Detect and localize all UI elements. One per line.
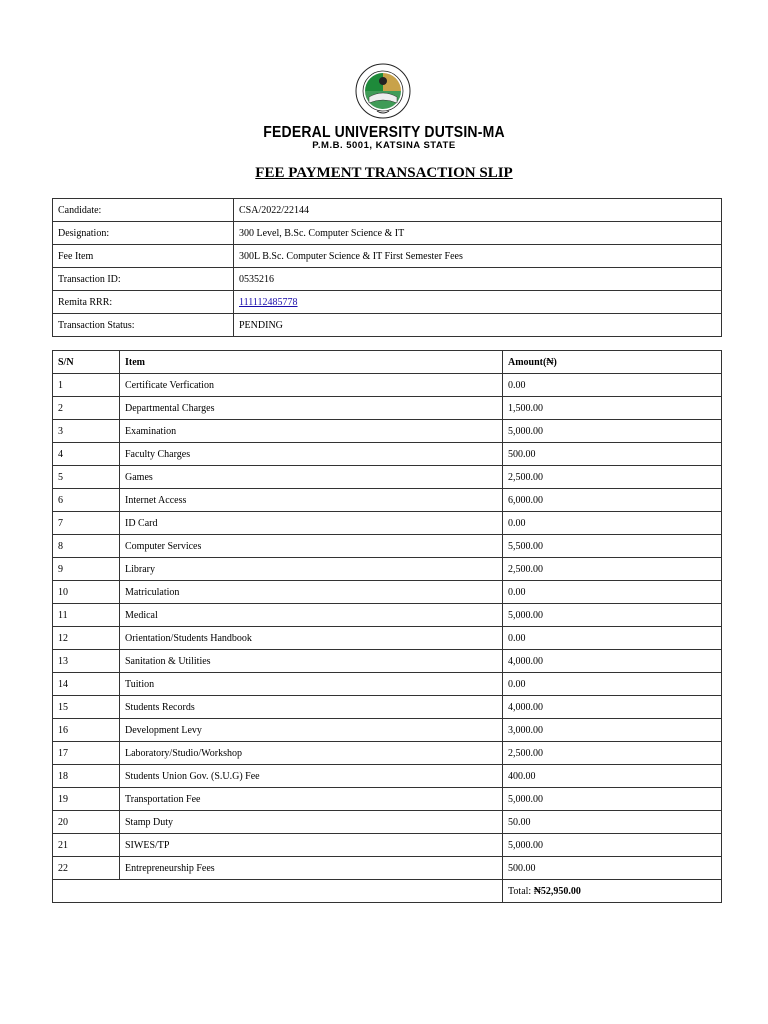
table-row bbox=[53, 650, 722, 673]
fee-sn: 21 bbox=[53, 834, 120, 857]
info-value: 0535216 bbox=[239, 273, 274, 285]
fee-sn: 8 bbox=[53, 535, 120, 558]
info-label: Transaction ID: bbox=[53, 268, 234, 291]
fee-amount: 1,500.00 bbox=[503, 397, 722, 420]
fee-item: Orientation/Students Handbook bbox=[120, 627, 503, 650]
fee-sn: 3 bbox=[53, 420, 120, 443]
remita-rrr-link[interactable]: 111112485778 bbox=[239, 296, 298, 308]
table-row bbox=[53, 742, 722, 765]
total-label: Total: bbox=[508, 885, 532, 897]
table-row bbox=[53, 512, 722, 535]
info-label: Transaction Status: bbox=[53, 314, 234, 337]
fee-sn: 2 bbox=[53, 397, 120, 420]
info-row bbox=[53, 314, 722, 337]
info-value: PENDING bbox=[239, 319, 283, 331]
total-cell bbox=[503, 880, 722, 903]
fee-sn: 16 bbox=[53, 719, 120, 742]
fee-item: Sanitation & Utilities bbox=[120, 650, 503, 673]
fee-sn: 10 bbox=[53, 581, 120, 604]
table-row bbox=[53, 788, 722, 811]
table-row bbox=[53, 673, 722, 696]
fee-amount: 4,000.00 bbox=[503, 696, 722, 719]
fee-amount: 500.00 bbox=[503, 857, 722, 880]
info-row bbox=[53, 268, 722, 291]
fee-item: Examination bbox=[120, 420, 503, 443]
total-row bbox=[53, 880, 722, 903]
fee-item: SIWES/TP bbox=[120, 834, 503, 857]
header-amount: Amount(₦) bbox=[503, 351, 722, 374]
fee-item: Students Records bbox=[120, 696, 503, 719]
total-spacer bbox=[53, 880, 503, 903]
fee-sn: 15 bbox=[53, 696, 120, 719]
table-row bbox=[53, 604, 722, 627]
info-value-cell bbox=[234, 291, 722, 314]
fee-amount: 5,000.00 bbox=[503, 834, 722, 857]
fee-item: Medical bbox=[120, 604, 503, 627]
fee-item: Stamp Duty bbox=[120, 811, 503, 834]
info-row bbox=[53, 291, 722, 314]
fee-sn: 1 bbox=[53, 374, 120, 397]
fee-sn: 6 bbox=[53, 489, 120, 512]
table-row bbox=[53, 489, 722, 512]
info-row bbox=[53, 222, 722, 245]
info-row bbox=[53, 245, 722, 268]
fee-item: Matriculation bbox=[120, 581, 503, 604]
fee-item: Library bbox=[120, 558, 503, 581]
fee-sn: 20 bbox=[53, 811, 120, 834]
fee-sn: 14 bbox=[53, 673, 120, 696]
fee-item: Transportation Fee bbox=[120, 788, 503, 811]
table-row bbox=[53, 374, 722, 397]
fee-sn: 5 bbox=[53, 466, 120, 489]
fee-table-header-row bbox=[53, 351, 722, 374]
fee-item: Entrepreneurship Fees bbox=[120, 857, 503, 880]
fee-sn: 13 bbox=[53, 650, 120, 673]
table-row bbox=[53, 581, 722, 604]
info-label: Remita RRR: bbox=[53, 291, 234, 314]
fee-item: Certificate Verfication bbox=[120, 374, 503, 397]
info-label: Fee Item bbox=[53, 245, 234, 268]
fee-item: Departmental Charges bbox=[120, 397, 503, 420]
info-value-cell bbox=[234, 268, 722, 291]
fee-sn: 18 bbox=[53, 765, 120, 788]
table-row bbox=[53, 397, 722, 420]
fee-item: ID Card bbox=[120, 512, 503, 535]
logo-seal-icon bbox=[355, 63, 411, 119]
fee-sn: 7 bbox=[53, 512, 120, 535]
fee-item: Laboratory/Studio/Workshop bbox=[120, 742, 503, 765]
table-row bbox=[53, 535, 722, 558]
info-label: Designation: bbox=[53, 222, 234, 245]
info-value-cell bbox=[234, 314, 722, 337]
table-row bbox=[53, 857, 722, 880]
fee-amount: 2,500.00 bbox=[503, 742, 722, 765]
fee-sn: 22 bbox=[53, 857, 120, 880]
table-row bbox=[53, 420, 722, 443]
header-sn: S/N bbox=[53, 351, 120, 374]
fee-amount: 5,000.00 bbox=[503, 604, 722, 627]
fee-sn: 11 bbox=[53, 604, 120, 627]
table-row bbox=[53, 811, 722, 834]
fee-sn: 19 bbox=[53, 788, 120, 811]
fee-amount: 5,000.00 bbox=[503, 420, 722, 443]
fee-amount: 0.00 bbox=[503, 512, 722, 535]
total-value: ₦52,950.00 bbox=[533, 885, 581, 897]
fee-item: Faculty Charges bbox=[120, 443, 503, 466]
table-row bbox=[53, 466, 722, 489]
info-row bbox=[53, 199, 722, 222]
table-row bbox=[53, 558, 722, 581]
fee-amount: 4,000.00 bbox=[503, 650, 722, 673]
info-value-cell bbox=[234, 245, 722, 268]
fee-amount: 2,500.00 bbox=[503, 558, 722, 581]
fee-items-table bbox=[52, 350, 722, 903]
info-value-cell bbox=[234, 222, 722, 245]
fee-amount: 2,500.00 bbox=[503, 466, 722, 489]
fee-item: Tuition bbox=[120, 673, 503, 696]
fee-sn: 17 bbox=[53, 742, 120, 765]
fee-amount: 0.00 bbox=[503, 673, 722, 696]
info-value: CSA/2022/22144 bbox=[239, 204, 310, 216]
header-item: Item bbox=[120, 351, 503, 374]
fee-amount: 0.00 bbox=[503, 374, 722, 397]
fee-item: Computer Services bbox=[120, 535, 503, 558]
table-row bbox=[53, 834, 722, 857]
fee-amount: 0.00 bbox=[503, 627, 722, 650]
fee-item: Students Union Gov. (S.U.G) Fee bbox=[120, 765, 503, 788]
fee-amount: 3,000.00 bbox=[503, 719, 722, 742]
fee-amount: 50.00 bbox=[503, 811, 722, 834]
fee-amount: 5,000.00 bbox=[503, 788, 722, 811]
fee-item: Development Levy bbox=[120, 719, 503, 742]
table-row bbox=[53, 696, 722, 719]
fee-item: Games bbox=[120, 466, 503, 489]
info-value: 300 Level, B.Sc. Computer Science & IT bbox=[239, 227, 405, 239]
fee-sn: 12 bbox=[53, 627, 120, 650]
fee-item: Internet Access bbox=[120, 489, 503, 512]
fee-sn: 9 bbox=[53, 558, 120, 581]
info-value-cell bbox=[234, 199, 722, 222]
table-row bbox=[53, 443, 722, 466]
transaction-info-table bbox=[52, 198, 722, 337]
info-label: Candidate: bbox=[53, 199, 234, 222]
info-value: 300L B.Sc. Computer Science & IT First Semester Fees bbox=[239, 250, 463, 262]
fee-amount: 5,500.00 bbox=[503, 535, 722, 558]
university-logo bbox=[355, 63, 411, 119]
fee-sn: 4 bbox=[53, 443, 120, 466]
fee-amount: 0.00 bbox=[503, 581, 722, 604]
table-row bbox=[53, 719, 722, 742]
fee-amount: 6,000.00 bbox=[503, 489, 722, 512]
table-row bbox=[53, 627, 722, 650]
fee-amount: 500.00 bbox=[503, 443, 722, 466]
table-row bbox=[53, 765, 722, 788]
university-name: FEDERAL UNIVERSITY DUTSIN-MA bbox=[263, 121, 505, 141]
university-address: P.M.B. 5001, KATSINA STATE bbox=[312, 140, 456, 151]
fee-amount: 400.00 bbox=[503, 765, 722, 788]
page-title: FEE PAYMENT TRANSACTION SLIP bbox=[255, 165, 513, 181]
